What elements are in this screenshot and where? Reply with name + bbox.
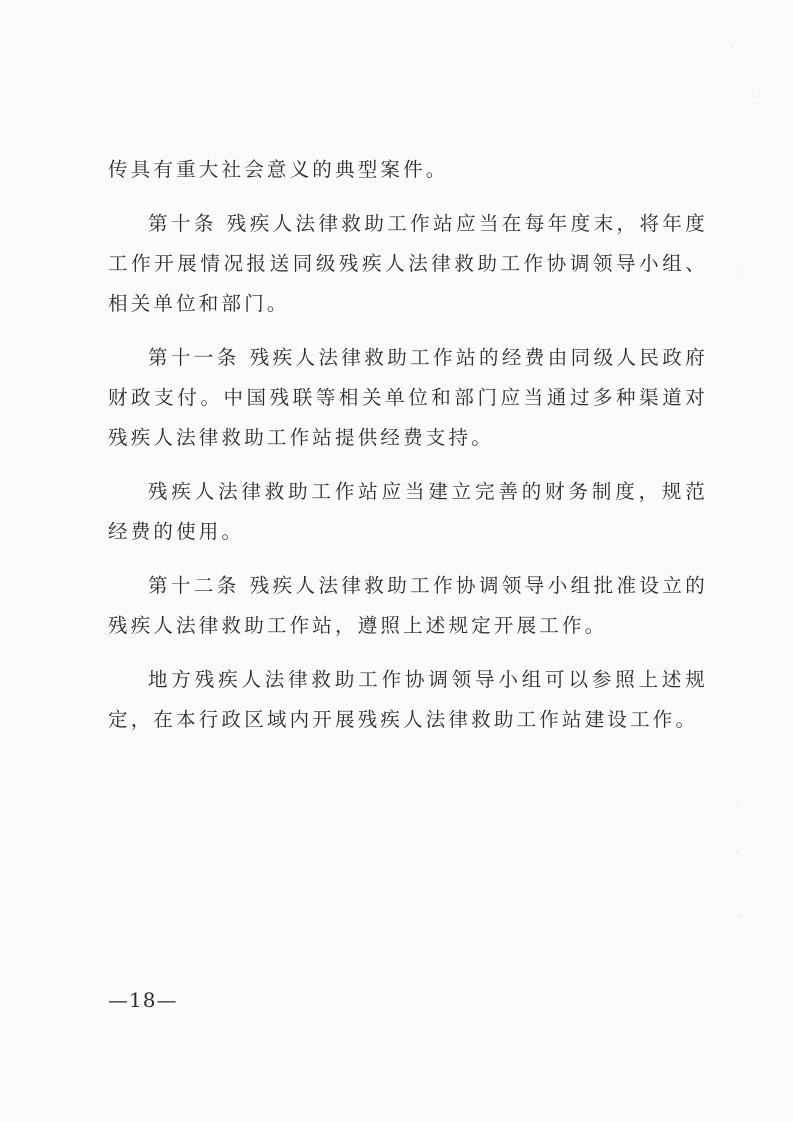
article-number: 第十二条 <box>148 574 240 597</box>
document-body <box>108 150 708 754</box>
paragraph-text: 残疾人法律救助工作站的经费由同级人民政府财政支付。中国残联等相关单位和部门应当通过多种渠道对残疾人法律救助工作站提供经费支持。 <box>108 346 708 449</box>
paragraph-text: 残疾人法律救助工作协调领导小组批准设立的残疾人法律救助工作站，遵照上述规定开展工作。 <box>108 574 708 637</box>
scan-dot: · <box>758 92 761 101</box>
paragraph-text: 传具有重大社会意义的典型案件。 <box>108 158 449 181</box>
paragraph-finance <box>108 472 708 552</box>
scan-dot: · <box>736 847 739 856</box>
article-10 <box>108 204 708 324</box>
article-number: 第十条 <box>148 212 217 235</box>
paragraph-text: 残疾人法律救助工作站应当建立完善的财务制度，规范经费的使用。 <box>108 480 708 543</box>
paragraph-text: 地方残疾人法律救助工作协调领导小组可以参照上述规定，在本行政区域内开展残疾人法律救助工作站建设工作。 <box>108 668 708 731</box>
paragraph-continuation <box>108 150 708 190</box>
paragraph-text: 残疾人法律救助工作站应当在每年度末，将年度工作开展情况报送同级残疾人法律救助工作协调领导小组、相关单位和部门。 <box>108 212 708 315</box>
article-12 <box>108 566 708 646</box>
scan-dot: · <box>738 911 741 920</box>
page-number: —18— <box>108 988 178 1012</box>
scan-dot: · <box>730 42 733 51</box>
article-number: 第十一条 <box>148 346 240 369</box>
scan-dot: · <box>741 268 744 277</box>
scan-dot: · <box>737 799 740 808</box>
paragraph-local <box>108 660 708 740</box>
article-11 <box>108 338 708 458</box>
